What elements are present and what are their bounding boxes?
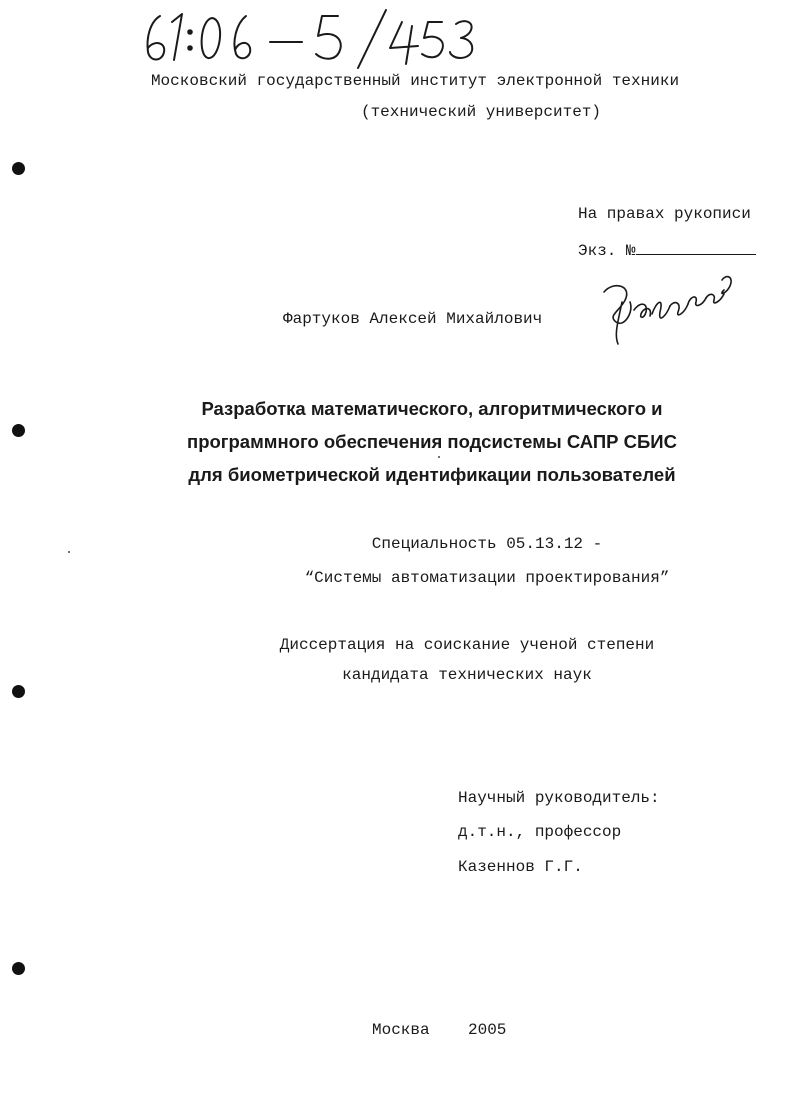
- punch-hole: [12, 685, 25, 698]
- author-signature: [594, 272, 744, 352]
- city: Москва: [372, 1021, 430, 1039]
- copy-number: [578, 240, 756, 260]
- handwritten-archive-code: [140, 8, 480, 70]
- dissertation-purpose: Диссертация на соискание ученой степени: [279, 636, 655, 654]
- thesis-title-line-2: программного обеспечения подсистемы САПР СБИС: [187, 431, 677, 452]
- scan-speck: [68, 551, 70, 553]
- supervisor-name: Казеннов Г.Г.: [458, 858, 583, 876]
- manuscript-rights-label: На правах рукописи: [578, 205, 751, 223]
- specialty-name: “Системы автоматизации проектирования”: [304, 569, 670, 587]
- institute-subtitle: (технический университет): [360, 103, 602, 121]
- thesis-title-line-1: Разработка математического, алгоритмического и: [201, 398, 663, 419]
- copy-number-label: Экз. №: [578, 242, 636, 260]
- punch-hole: [12, 162, 25, 175]
- degree-name: кандидата технических наук: [342, 666, 592, 684]
- supervisor-label: Научный руководитель:: [458, 789, 660, 807]
- thesis-title-line-3: для биометрической идентификации пользователей: [188, 464, 676, 485]
- copy-number-blank-line: [636, 240, 756, 255]
- specialty-code: Специальность 05.13.12 -: [371, 535, 603, 553]
- author-name: Фартуков Алексей Михайлович: [283, 310, 543, 328]
- institute-name: Московский государственный институт электронной техники: [150, 72, 680, 90]
- supervisor-degree: д.т.н., профессор: [458, 823, 622, 841]
- year: 2005: [468, 1021, 507, 1039]
- scan-speck: [438, 456, 440, 458]
- punch-hole: [12, 962, 25, 975]
